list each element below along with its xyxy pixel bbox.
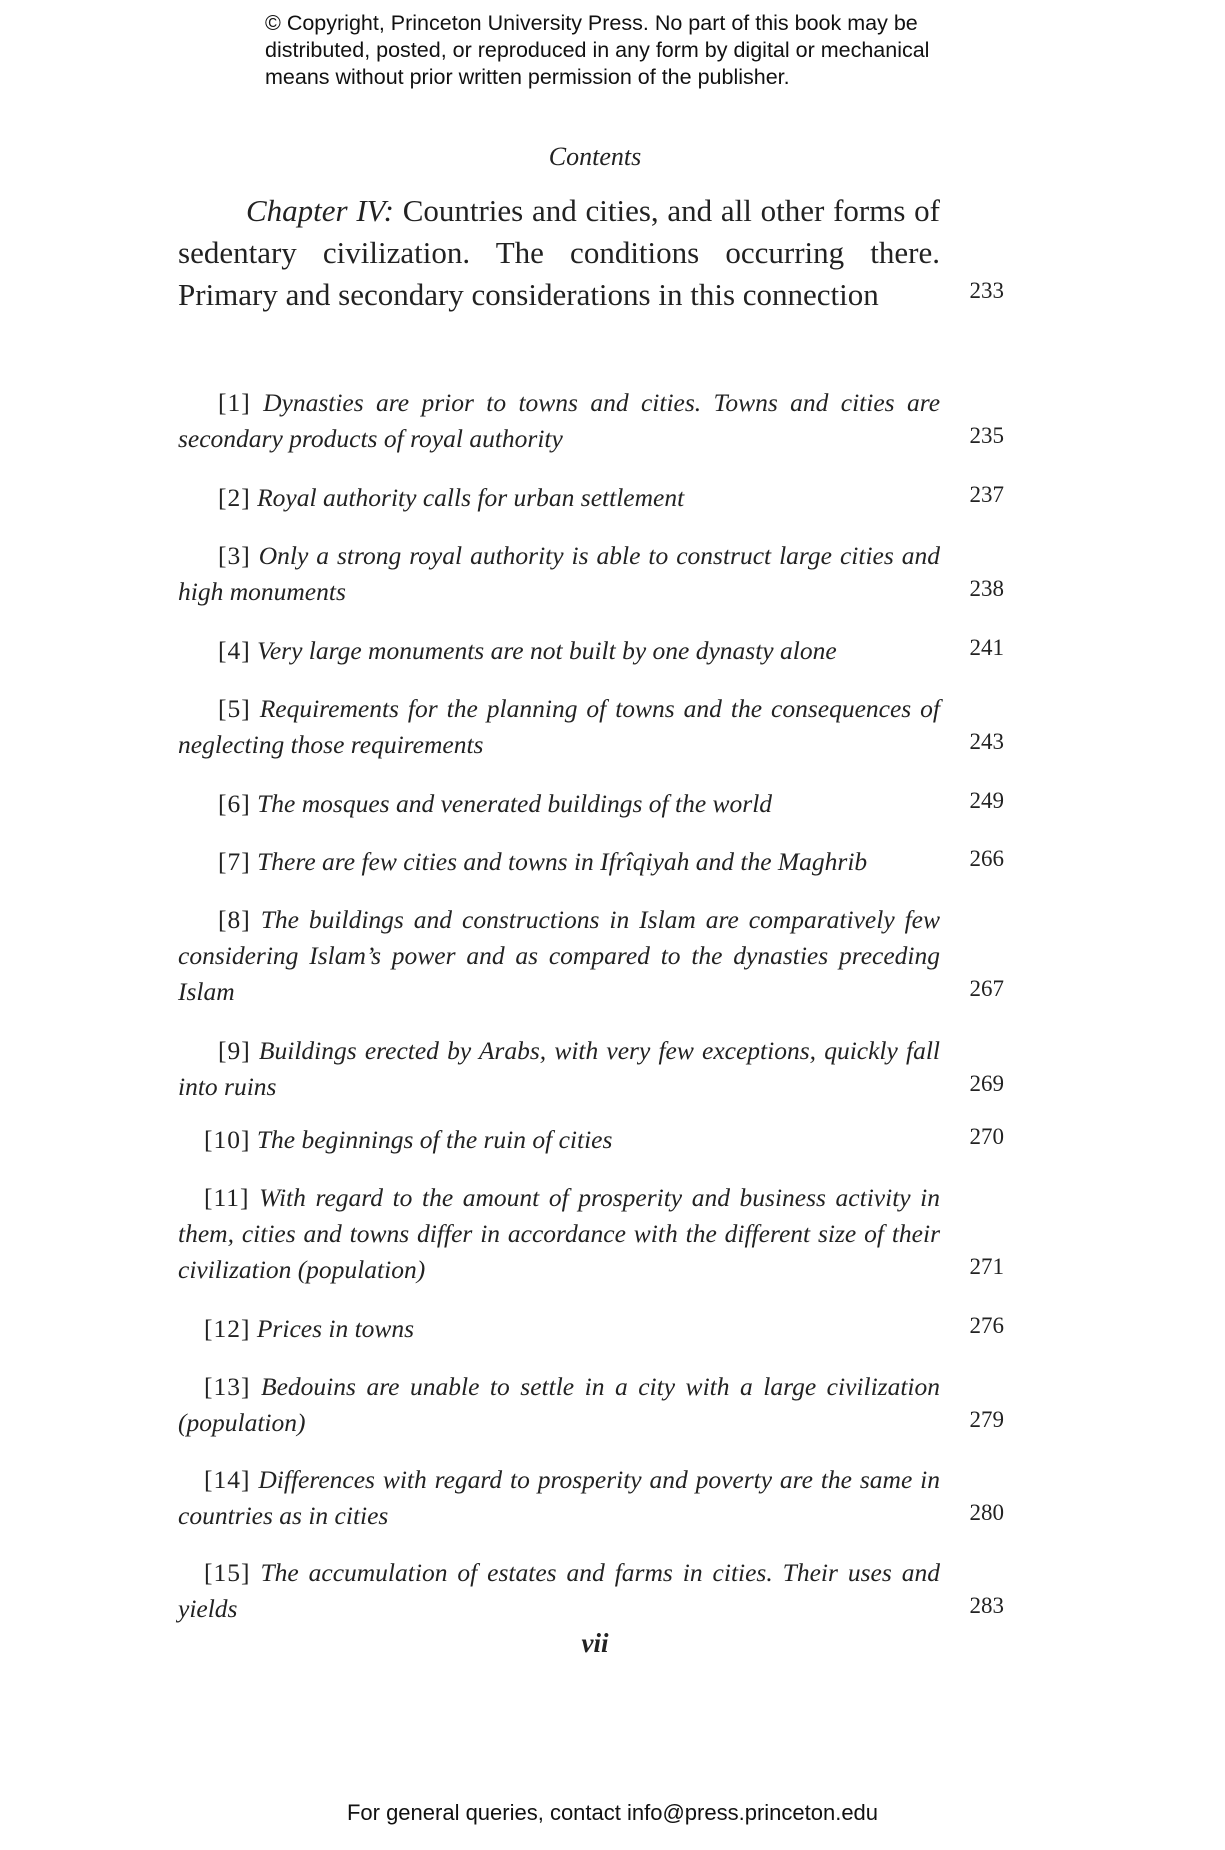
toc-entry — [178, 1369, 1004, 1441]
entry-number: [3] — [218, 541, 251, 570]
entry-title: Differences with regard to prosperity and poverty are the same in countries as in cities — [178, 1465, 940, 1530]
entry-title: Buildings erected by Arabs, with very few exceptions, quickly fall into ruins — [178, 1036, 940, 1101]
chapter-heading — [178, 190, 1004, 316]
toc-entry — [178, 786, 1004, 822]
entry-title: Royal authority calls for urban settlement — [257, 483, 685, 512]
entry-number: [4] — [218, 636, 251, 665]
entry-page-number: 266 — [969, 846, 1004, 871]
toc-entry — [178, 902, 1004, 1010]
entry-page-number: 283 — [969, 1593, 1004, 1618]
entry-page-number: 279 — [969, 1407, 1004, 1432]
entry-title: Very large monuments are not built by one dynasty alone — [257, 636, 837, 665]
chapter-title: Countries and cities, and all other forms of sedentary civilization. The conditions occurring there. Primary and secondary considerations in this connection — [178, 193, 940, 312]
running-head: Contents — [548, 142, 642, 171]
toc-entry — [178, 1180, 1004, 1288]
entry-number: [5] — [218, 694, 251, 723]
entry-number: [2] — [218, 483, 251, 512]
toc-entry — [178, 1555, 1004, 1627]
entry-number: [10] — [204, 1125, 251, 1154]
entry-number: [12] — [204, 1314, 251, 1343]
entry-title: The beginnings of the ruin of cities — [256, 1125, 613, 1154]
copyright-line-2: distributed, posted, or reproduced in any form by digital or mechanical — [265, 38, 930, 62]
entry-title: The buildings and constructions in Islam are comparatively few considering Islam’s power and as compared to the dynasties preceding Islam — [178, 905, 941, 1006]
entry-page-number: 276 — [969, 1313, 1004, 1338]
chapter-label: Chapter IV: — [246, 193, 394, 228]
entry-number: [15] — [204, 1558, 251, 1587]
toc-entry — [178, 1033, 1004, 1105]
footer-contact: For general queries, contact info@press.princeton.edu — [346, 1800, 879, 1825]
toc-entry — [178, 538, 1004, 610]
entry-page-number: 280 — [969, 1500, 1004, 1525]
entry-title: Only a strong royal authority is able to construct large cities and high monuments — [178, 541, 940, 606]
entry-page-number: 270 — [969, 1124, 1004, 1149]
toc-entry — [178, 480, 1004, 516]
entry-number: [14] — [204, 1465, 251, 1494]
entry-page-number: 243 — [969, 729, 1004, 754]
entry-title: The mosques and venerated buildings of the world — [257, 789, 773, 818]
entry-page-number: 235 — [969, 423, 1004, 448]
entry-number: [8] — [218, 905, 251, 934]
entry-page-number: 238 — [969, 576, 1004, 601]
toc-entry — [178, 633, 1004, 669]
toc-entry — [178, 844, 1004, 880]
entry-title: Bedouins are unable to settle in a city with a large civilization (population) — [178, 1372, 940, 1437]
entry-number: [6] — [218, 789, 251, 818]
entry-number: [7] — [218, 847, 251, 876]
toc-entry — [178, 1122, 1004, 1158]
entry-title: There are few cities and towns in Ifrîqiyah and the Maghrib — [257, 847, 868, 876]
toc-entry — [178, 385, 1004, 457]
entry-number: [13] — [204, 1372, 251, 1401]
entry-title: Prices in towns — [256, 1314, 415, 1343]
copyright-line-1: © Copyright, Princeton University Press. No part of this book may be — [265, 11, 918, 35]
entry-number: [1] — [218, 388, 251, 417]
entry-page-number: 271 — [969, 1254, 1004, 1279]
page-folio: vii — [581, 1628, 609, 1658]
entry-number: [11] — [204, 1183, 250, 1212]
entry-title: With regard to the amount of prosperity and business activity in them, cities and towns differ in accordance with the different size of their civilization (population) — [178, 1183, 941, 1284]
entry-title: Dynasties are prior to towns and cities. Towns and cities are secondary products of royal authority — [178, 388, 941, 453]
copyright-notice — [265, 10, 1025, 91]
entry-title: Requirements for the planning of towns and the consequences of neglecting those requirements — [178, 694, 941, 759]
toc-entry — [178, 1311, 1004, 1347]
entry-page-number: 237 — [969, 482, 1004, 507]
entry-page-number: 249 — [969, 788, 1004, 813]
entry-title: The accumulation of estates and farms in cities. Their uses and yields — [178, 1558, 940, 1623]
entry-page-number: 269 — [969, 1071, 1004, 1096]
toc-entry — [178, 691, 1004, 763]
chapter-page-number: 233 — [969, 278, 1004, 303]
entry-page-number: 241 — [969, 635, 1004, 660]
toc-entry — [178, 1462, 1004, 1534]
entry-number: [9] — [218, 1036, 251, 1065]
copyright-line-3: means without prior written permission of the publisher. — [265, 65, 790, 89]
entry-page-number: 267 — [969, 976, 1004, 1001]
